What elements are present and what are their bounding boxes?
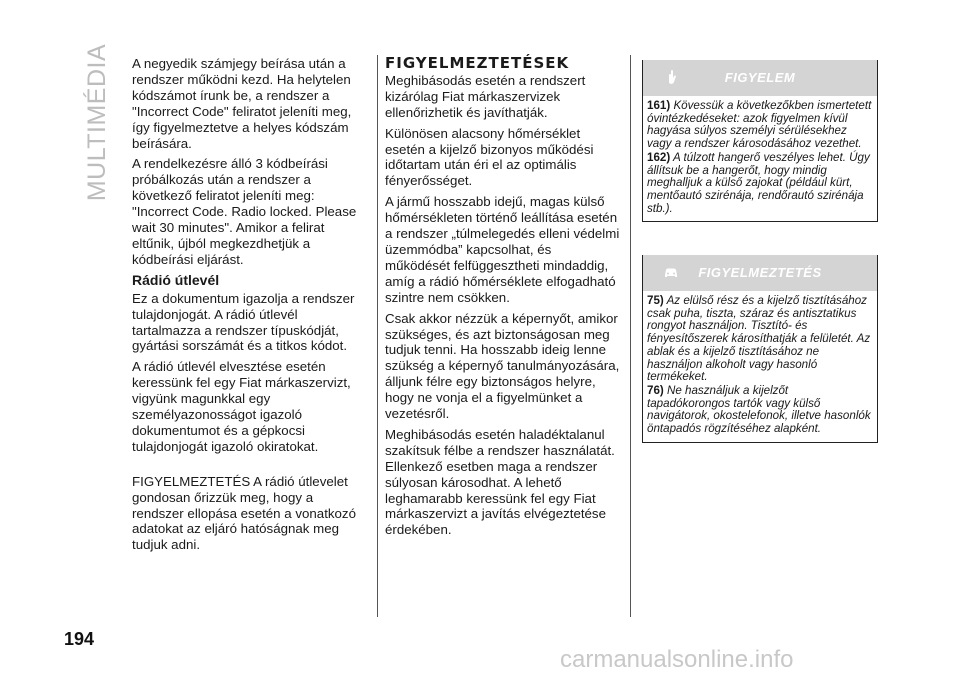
column-left xyxy=(132,56,364,558)
caution-item: 76) Ne használjuk a kijelzőt tapadókorongos tartók vagy külső navigátorok, okostelefonok, illetve hasonlók öntapadós rögzítéséhez alapként. xyxy=(647,383,871,436)
paragraph-screen-safety: Csak akkor nézzük a képernyőt, amikor szükséges, és azt biztonságosan meg tudjuk tenni. Ha hosszabb ideig lenne szükség a képernyő tanulmányozására, álljunk félre egy biztonságos helyre, hogy ne vonja el a figyelmünket a vezetésről. xyxy=(385,310,620,422)
caution-box xyxy=(642,255,878,443)
car-caution-icon xyxy=(663,264,679,280)
heading-warnings: FIGYELMEZTETÉSEK xyxy=(385,54,570,72)
warning-item: 162) A túlzott hangerő veszélyes lehet. Úgy állítsuk be a hangerőt, hogy mindig meghalljuk a külső zajokat (például kürt, mentőautó szirénája, rendőrautó szirénája stb.). xyxy=(647,150,870,215)
paragraph-malfunction: Meghibásodás esetén haladéktalanul szakítsuk félbe a rendszer használatát. Ellenkező esetben maga a rendszer súlyosan károsodhat. A lehető leghamarabb keressünk fel egy Fiat márkaszervizt a javítás elvégeztetése érdekében. xyxy=(385,426,615,538)
footer-watermark: carmanualsonline.info xyxy=(560,646,794,673)
page-number: 194 xyxy=(64,629,95,649)
paragraph-code-entry: A negyedik számjegy beírása után a rendszer működni kezd. Ha helytelen kódszámot írunk be, a rendszer a "Incorrect Code" feliratot jeleníti meg, így figyelmeztetve a helyes kódszám beírására. xyxy=(132,56,352,151)
warning-hand-icon xyxy=(663,69,679,85)
column-middle xyxy=(385,56,620,543)
caution-item: 75) Az elülső rész és a kijelző tisztításához csak puha, tiszta, száraz és antisztatikus rongyot használjon. Tisztító- és fényesítőszerek károsíthatják a felületét. Az ablak és a kijelző tisztításához ne használjon alkoholt vagy hasonló termékeket. xyxy=(647,294,871,384)
paragraph-code-attempts: A rendelkezésre álló 3 kódbeírási próbálkozás után a rendszer a következő feliratot jeleníti meg: "Incorrect Code. Radio locked. Please wait 30 minutes". Amikor a felirat eltűnik, újból megkezdhetjük a kódbeírási eljárást. xyxy=(132,156,357,267)
caution-box-header: FIGYELMEZTETÉS xyxy=(643,255,877,291)
column-divider xyxy=(377,55,378,617)
section-title: MULTIMÉDIA xyxy=(83,43,112,201)
heading-radio-passport: Rádió útlevél xyxy=(132,271,220,288)
paragraph-passport-lost: A rádió útlevél elvesztése esetén keressünk fel egy Fiat márkaszervizt, vigyünk magunkkal egy személyazonosságot igazoló dokumentumot és a gépkocsi tulajdonjogát igazoló okiratokat. xyxy=(132,359,351,454)
paragraph-service: Meghibásodás esetén a rendszert kizárólag Fiat márkaszervizek ellenőrizhetik és javíthatják. xyxy=(385,72,586,120)
paragraph-passport-warning: FIGYELMEZTETÉS A rádió útlevelet gondosan őrizzük meg, hogy a rendszer ellopása esetén a vonatkozó adatokat az eljáró hatóságnak meg tudjuk adni. xyxy=(132,473,356,553)
paragraph-radio-passport: Ez a dokumentum igazolja a rendszer tulajdonjogát. A rádió útlevél tartalmazza a rendszer típuskódját, gyártási sorszámát és a titkos kódot. xyxy=(132,290,355,354)
warning-box-header: FIGYELEM xyxy=(643,60,877,96)
paragraph-low-temperature: Különösen alacsony hőmérséklet esetén a kijelző bizonyos működési időtartam után éri el az optimális fényerősséget. xyxy=(385,125,594,189)
warning-box xyxy=(642,60,878,222)
warning-item: 161) Kövessük a következőkben ismertetett óvintézkedéseket: azok figyelmen kívül hagyása súlyos személyi sérülésekhez vagy a rendszer károsodásához vezethet. xyxy=(647,99,872,151)
paragraph-overheat: A jármű hosszabb idejű, magas külső hőmérsékleten történő leállítása esetén a rendszer „túlmelegedés elleni védelmi üzemmódba” kapcsolhat, és működését felfüggesztheti mindaddig, amíg a rádió hőmérséklete elfogadható szintre nem csökken. xyxy=(385,194,620,305)
column-divider xyxy=(630,55,631,617)
